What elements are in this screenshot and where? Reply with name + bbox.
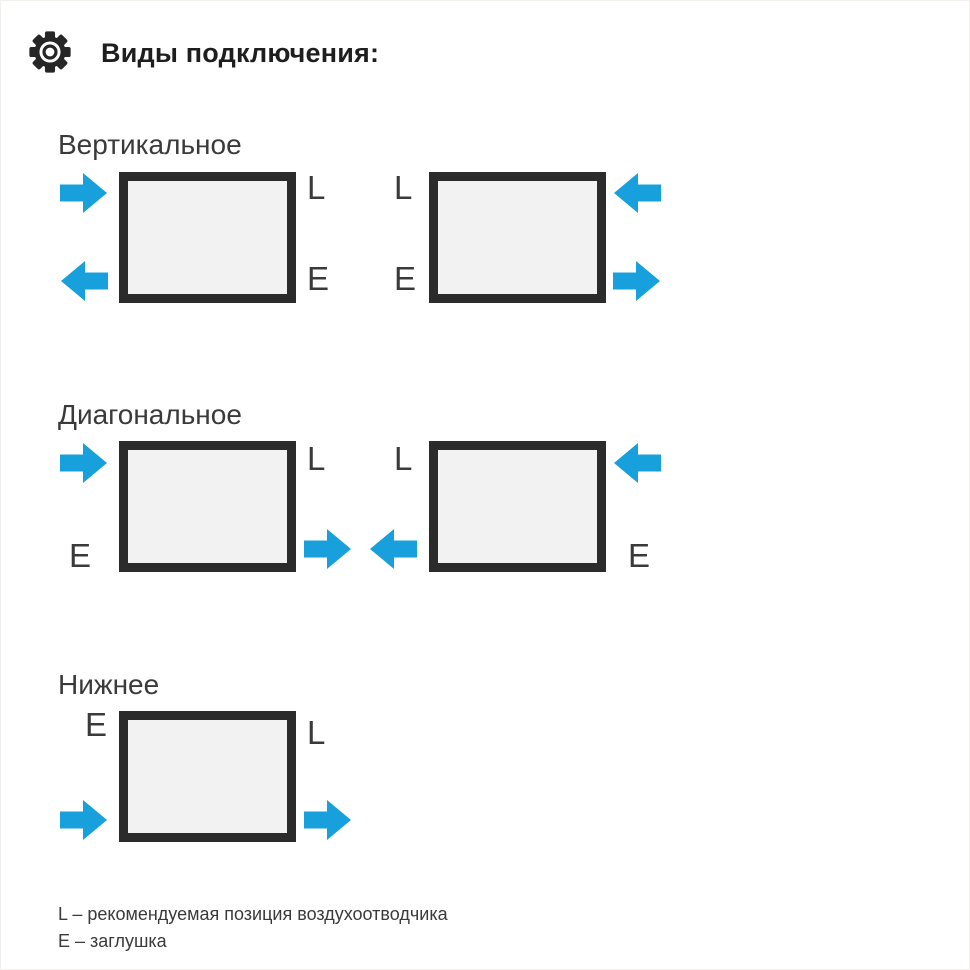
air-vent-label: L [307,714,326,751]
arrow-left-icon [60,260,108,302]
legend-line-air-vent: L – рекомендуемая позиция воздухоотводчика [58,904,448,924]
arrow-right-icon [60,799,108,841]
legend-line-plug: E – заглушка [58,931,167,951]
arrow-right-icon [60,442,108,484]
arrow-right-icon [304,528,352,570]
section-title-bottom: Нижнее [58,669,160,700]
air-vent-label: L [394,440,413,477]
plug-label: E [628,537,651,574]
arrow-left-icon [613,172,661,214]
air-vent-label: L [394,169,413,206]
arrow-right-icon [304,799,352,841]
radiator-box [119,441,296,572]
page-title: Виды подключения: [101,38,380,68]
arrow-left-icon [369,528,417,570]
section-title-vertical: Вертикальное [58,129,242,160]
arrow-left-icon [613,442,661,484]
gear-icon [28,30,72,74]
air-vent-label: L [307,169,326,206]
plug-label: E [394,260,417,297]
radiator-box [429,172,606,303]
section-title-diagonal: Диагональное [58,399,242,430]
radiator-box [119,711,296,842]
plug-label: E [85,706,108,743]
arrow-right-icon [60,172,108,214]
plug-label: E [307,260,330,297]
air-vent-label: L [307,440,326,477]
radiator-box [119,172,296,303]
plug-label: E [69,537,92,574]
radiator-box [429,441,606,572]
arrow-right-icon [613,260,661,302]
legend [58,901,448,955]
